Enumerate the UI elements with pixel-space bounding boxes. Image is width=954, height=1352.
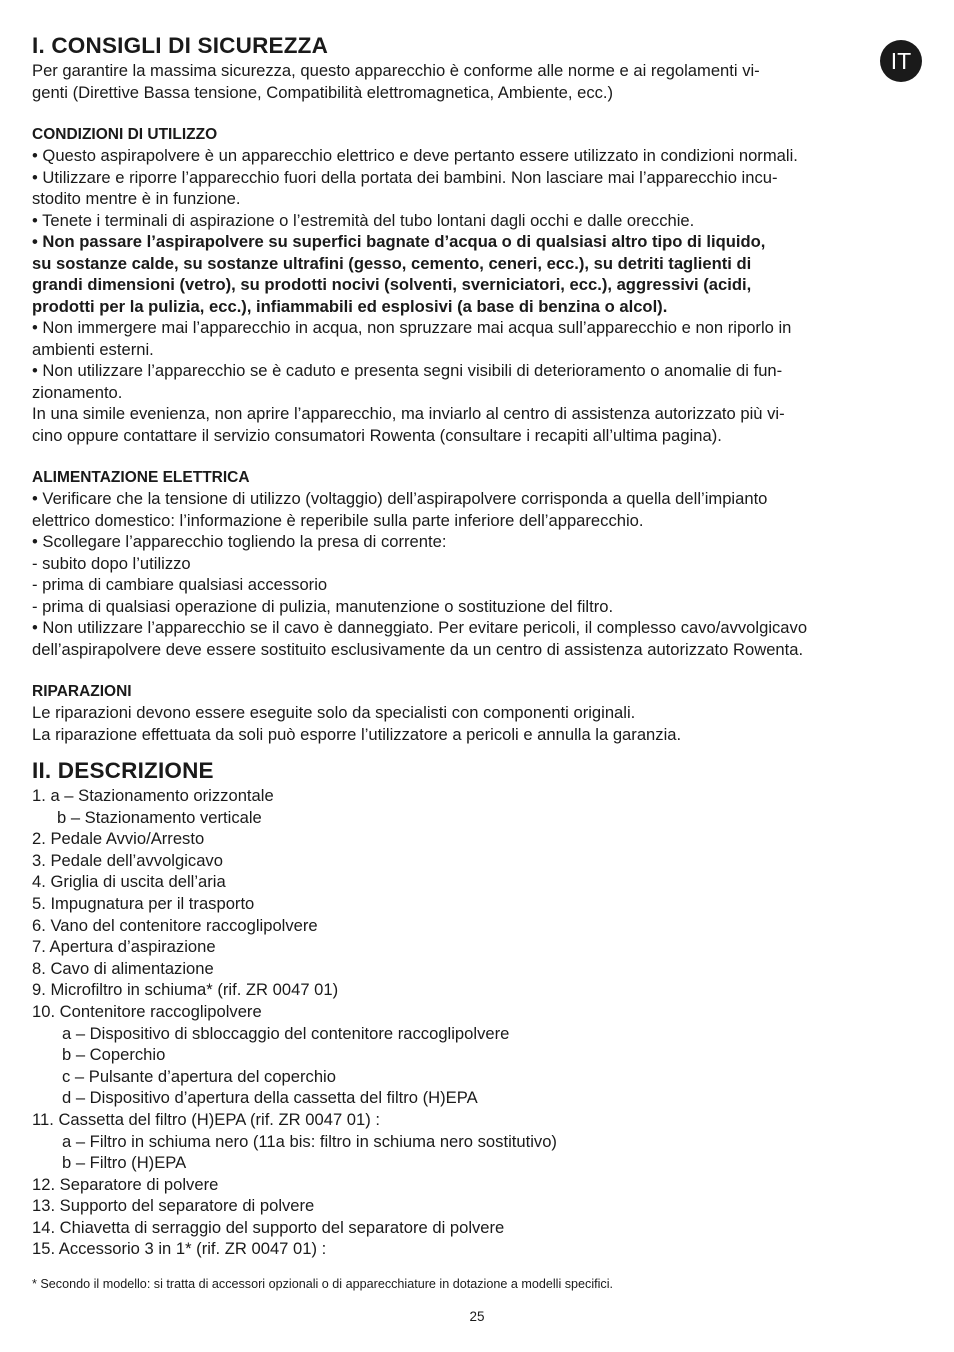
heading-power-supply: ALIMENTAZIONE ELETTRICA bbox=[32, 469, 250, 486]
list-item: b – Filtro (H)EPA bbox=[62, 1153, 187, 1173]
list-item: b – Stazionamento verticale bbox=[57, 807, 262, 827]
list-item: 14. Chiavetta di serraggio del supporto del separatore di polvere bbox=[32, 1217, 505, 1237]
section-title-safety: I. CONSIGLI DI SICUREZZA bbox=[32, 33, 329, 58]
text-line: - subito dopo l’utilizzo bbox=[32, 553, 191, 573]
text-line: - prima di qualsiasi operazione di pulizia, manutenzione o sostituzione del filtro. bbox=[32, 596, 614, 616]
list-item: d – Dispositivo d’apertura della cassetta del filtro (H)EPA bbox=[62, 1088, 478, 1108]
list-item: 12. Separatore di polvere bbox=[32, 1174, 219, 1194]
warning-line: prodotti per la pulizia, ecc.), infiammabili ed esplosivi (a base di benzina o alcol). bbox=[32, 296, 668, 316]
list-item: 11. Cassetta del filtro (H)EPA (rif. ZR 0047 01) : bbox=[32, 1109, 380, 1129]
text-line: • Verificare che la tensione di utilizzo (voltaggio) dell’aspirapolvere corrisponda a quella dell’impianto bbox=[32, 489, 768, 508]
list-item: a – Dispositivo di sbloccaggio del contenitore raccoglipolvere bbox=[62, 1023, 510, 1043]
list-item: 2. Pedale Avvio/Arresto bbox=[32, 829, 205, 849]
text-line: elettrico domestico: l’informazione è reperibile sulla parte inferiore dell’apparecchio. bbox=[32, 510, 644, 530]
language-badge: IT bbox=[880, 40, 922, 82]
warning-line: grandi dimensioni (vetro), su prodotti nocivi (solventi, sverniciatori, ecc.), aggressivi (acidi, bbox=[32, 275, 752, 294]
text-line: La riparazione effettuata da soli può esporre l’utilizzatore a pericoli e annulla la garanzia. bbox=[32, 724, 682, 744]
list-item: 4. Griglia di uscita dell’aria bbox=[32, 872, 226, 892]
text-line: • Non immergere mai l’apparecchio in acqua, non spruzzare mai acqua sull’apparecchio e non riporlo in bbox=[32, 318, 792, 337]
list-item: 10. Contenitore raccoglipolvere bbox=[32, 1001, 262, 1021]
conditions-body bbox=[32, 145, 922, 446]
parts-list bbox=[32, 785, 922, 1260]
list-item: 13. Supporto del separatore di polvere bbox=[32, 1196, 315, 1216]
document-page bbox=[32, 32, 922, 1292]
heading-repairs: RIPARAZIONI bbox=[32, 683, 132, 700]
list-item: 3. Pedale dell’avvolgicavo bbox=[32, 850, 223, 870]
list-item: 6. Vano del contenitore raccoglipolvere bbox=[32, 915, 318, 935]
text-line: dell’aspirapolvere deve essere sostituito esclusivamente da un centro di assistenza autorizzato Rowenta. bbox=[32, 639, 804, 659]
text-line: • Scollegare l’apparecchio togliendo la presa di corrente: bbox=[32, 532, 447, 551]
list-item: 1. a – Stazionamento orizzontale bbox=[32, 786, 274, 805]
text-line: • Tenete i terminali di aspirazione o l’estremità del tubo lontani dagli occhi e dalle orecchie. bbox=[32, 210, 695, 230]
list-item: 15. Accessorio 3 in 1* (rif. ZR 0047 01) : bbox=[32, 1239, 327, 1259]
text-line: • Non utilizzare l’apparecchio se il cavo è danneggiato. Per evitare pericoli, il complesso cavo/avvolgicavo bbox=[32, 618, 808, 637]
text-line: In una simile evenienza, non aprire l’apparecchio, ma inviarlo al centro di assistenza autorizzato più vi- bbox=[32, 404, 785, 423]
list-item: b – Coperchio bbox=[62, 1045, 166, 1065]
page-number: 25 bbox=[469, 1309, 485, 1324]
text-line: • Non utilizzare l’apparecchio se è caduto e presenta segni visibili di deterioramento o anomalie di fun- bbox=[32, 361, 783, 380]
text-line: Per garantire la massima sicurezza, questo apparecchio è conforme alle norme e ai regolamenti vi- bbox=[32, 61, 760, 80]
text-line: genti (Direttive Bassa tensione, Compatibilità elettromagnetica, Ambiente, ecc.) bbox=[32, 82, 614, 102]
text-line: Le riparazioni devono essere eseguite solo da specialisti con componenti originali. bbox=[32, 703, 636, 722]
text-line: • Questo aspirapolvere è un apparecchio elettrico e deve pertanto essere utilizzato in condizioni normali. bbox=[32, 146, 798, 165]
text-line: zionamento. bbox=[32, 382, 123, 402]
text-line: - prima di cambiare qualsiasi accessorio bbox=[32, 575, 328, 594]
list-item: 5. Impugnatura per il trasporto bbox=[32, 893, 255, 913]
list-item: a – Filtro in schiuma nero (11a bis: filtro in schiuma nero sostitutivo) bbox=[62, 1131, 557, 1151]
safety-intro bbox=[32, 60, 922, 103]
footnote: * Secondo il modello: si tratta di accessori opzionali o di apparecchiature in dotazione a modelli specifici. bbox=[32, 1277, 614, 1292]
power-body bbox=[32, 488, 922, 660]
warning-line: • Non passare l’aspirapolvere su superfici bagnate d’acqua o di qualsiasi altro tipo di liquido, bbox=[32, 232, 766, 251]
text-line: cino oppure contattare il servizio consumatori Rowenta (consultare i recapiti all’ultima pagina). bbox=[32, 425, 722, 445]
text-line: • Utilizzare e riporre l’apparecchio fuori della portata dei bambini. Non lasciare mai l’apparecchio incu- bbox=[32, 167, 778, 187]
text-line: stodito mentre è in funzione. bbox=[32, 189, 241, 208]
list-item: 7. Apertura d’aspirazione bbox=[32, 937, 216, 957]
warning-line: su sostanze calde, su sostanze ultrafini (gesso, cemento, ceneri, ecc.), su detriti taglienti di bbox=[32, 253, 752, 273]
list-item: 8. Cavo di alimentazione bbox=[32, 958, 214, 978]
list-item: 9. Microfiltro in schiuma* (rif. ZR 0047 01) bbox=[32, 980, 339, 1000]
repairs-body bbox=[32, 702, 922, 745]
list-item: c – Pulsante d’apertura del coperchio bbox=[62, 1066, 336, 1086]
text-line: ambienti esterni. bbox=[32, 339, 154, 359]
heading-conditions: CONDIZIONI DI UTILIZZO bbox=[32, 126, 218, 143]
section-title-description: II. DESCRIZIONE bbox=[32, 758, 214, 783]
